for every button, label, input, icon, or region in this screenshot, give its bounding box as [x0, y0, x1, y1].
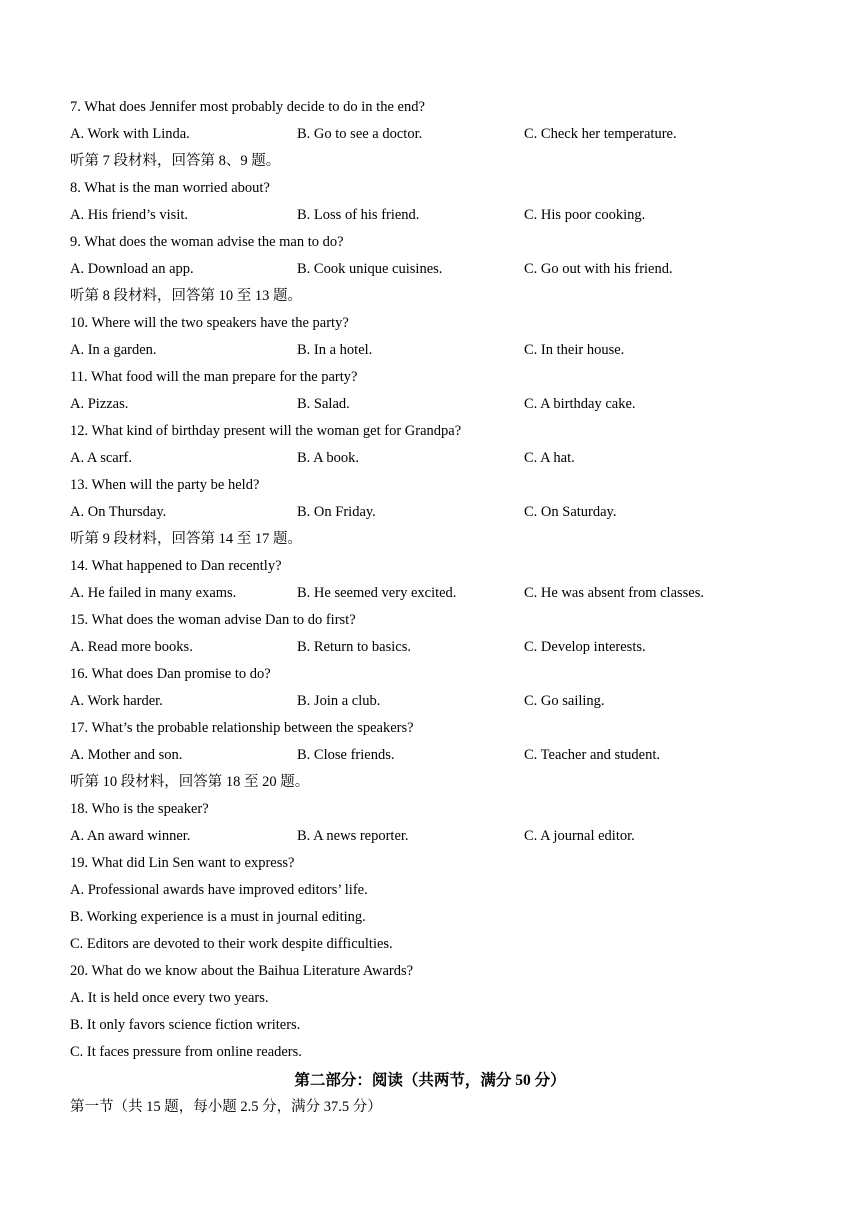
option-b: B. He seemed very excited.: [297, 585, 457, 601]
option-a: A. Professional awards have improved editors’ life.: [70, 882, 368, 898]
options-row: [70, 634, 830, 661]
segment-instruction: 听第 10 段材料，回答第 18 至 20 题。: [70, 774, 310, 790]
option-b: B. In a hotel.: [297, 342, 373, 358]
question-stem: 8. What is the man worried about?: [70, 180, 270, 196]
segment-instruction: 听第 9 段材料，回答第 14 至 17 题。: [70, 531, 302, 547]
options-row: [70, 121, 830, 148]
options-row: [70, 256, 830, 283]
options-row: [70, 580, 830, 607]
option-a: A. Read more books.: [70, 639, 193, 655]
part-two-title: 第二部分：阅读（共两节，满分 50 分）: [294, 1072, 566, 1089]
option-c: C. He was absent from classes.: [524, 585, 704, 601]
option-a: A. On Thursday.: [70, 504, 167, 520]
option-c: C. Go out with his friend.: [524, 261, 673, 277]
option-c: C. It faces pressure from online readers.: [70, 1044, 302, 1060]
option-a: A. Pizzas.: [70, 396, 129, 412]
options-row: [70, 823, 830, 850]
option-b: B. A book.: [297, 450, 360, 466]
option-b: B. On Friday.: [297, 504, 376, 520]
option-c: C. A hat.: [524, 450, 575, 466]
option-b: B. Return to basics.: [297, 639, 411, 655]
segment-instruction: 听第 8 段材料，回答第 10 至 13 题。: [70, 288, 302, 304]
option-b: B. It only favors science fiction writers.: [70, 1017, 301, 1033]
option-a: A. Mother and son.: [70, 747, 183, 763]
option-b: B. Join a club.: [297, 693, 381, 709]
option-c: C. His poor cooking.: [524, 207, 646, 223]
option-a: A. Work harder.: [70, 693, 163, 709]
option-b: B. Cook unique cuisines.: [297, 261, 443, 277]
option-a: A. An award winner.: [70, 828, 191, 844]
option-b: B. Go to see a doctor.: [297, 126, 423, 142]
option-a: A. In a garden.: [70, 342, 157, 358]
options-row: [70, 445, 830, 472]
section-one-heading: 第一节（共 15 题，每小题 2.5 分，满分 37.5 分）: [70, 1099, 382, 1115]
option-b: B. Loss of his friend.: [297, 207, 420, 223]
question-stem: 18. Who is the speaker?: [70, 801, 209, 817]
question-stem: 11. What food will the man prepare for the party?: [70, 369, 358, 385]
option-a: A. Download an app.: [70, 261, 194, 277]
option-b: B. Close friends.: [297, 747, 395, 763]
option-c: C. Go sailing.: [524, 693, 605, 709]
option-c: C. A birthday cake.: [524, 396, 636, 412]
option-c: C. Develop interests.: [524, 639, 646, 655]
options-row: [70, 391, 830, 418]
question-stem: 14. What happened to Dan recently?: [70, 558, 282, 574]
option-a: A. It is held once every two years.: [70, 990, 269, 1006]
options-row: [70, 499, 830, 526]
options-row: [70, 688, 830, 715]
option-c: C. Teacher and student.: [524, 747, 661, 763]
question-stem: 13. When will the party be held?: [70, 477, 260, 493]
option-a: A. A scarf.: [70, 450, 133, 466]
question-stem: 12. What kind of birthday present will the woman get for Grandpa?: [70, 423, 462, 439]
options-row: [70, 742, 830, 769]
option-b: B. Salad.: [297, 396, 350, 412]
option-c: C. A journal editor.: [524, 828, 635, 844]
option-a: A. He failed in many exams.: [70, 585, 237, 601]
option-a: A. Work with Linda.: [70, 126, 190, 142]
segment-instruction: 听第 7 段材料，回答第 8、9 题。: [70, 153, 281, 169]
question-stem: 17. What’s the probable relationship between the speakers?: [70, 720, 414, 736]
question-stem: 20. What do we know about the Baihua Literature Awards?: [70, 963, 414, 979]
question-stem: 10. Where will the two speakers have the party?: [70, 315, 349, 331]
question-stem: 15. What does the woman advise Dan to do first?: [70, 612, 356, 628]
question-stem: 7. What does Jennifer most probably decide to do in the end?: [70, 99, 425, 115]
question-stem: 16. What does Dan promise to do?: [70, 666, 271, 682]
option-c: C. On Saturday.: [524, 504, 617, 520]
options-row: [70, 337, 830, 364]
option-c: C. Check her temperature.: [524, 126, 677, 142]
option-b: B. Working experience is a must in journal editing.: [70, 909, 366, 925]
options-row: [70, 202, 830, 229]
option-c: C. In their house.: [524, 342, 625, 358]
option-a: A. His friend’s visit.: [70, 207, 189, 223]
option-b: B. A news reporter.: [297, 828, 409, 844]
question-stem: 19. What did Lin Sen want to express?: [70, 855, 295, 871]
option-c: C. Editors are devoted to their work despite difficulties.: [70, 936, 393, 952]
question-stem: 9. What does the woman advise the man to do?: [70, 234, 344, 250]
